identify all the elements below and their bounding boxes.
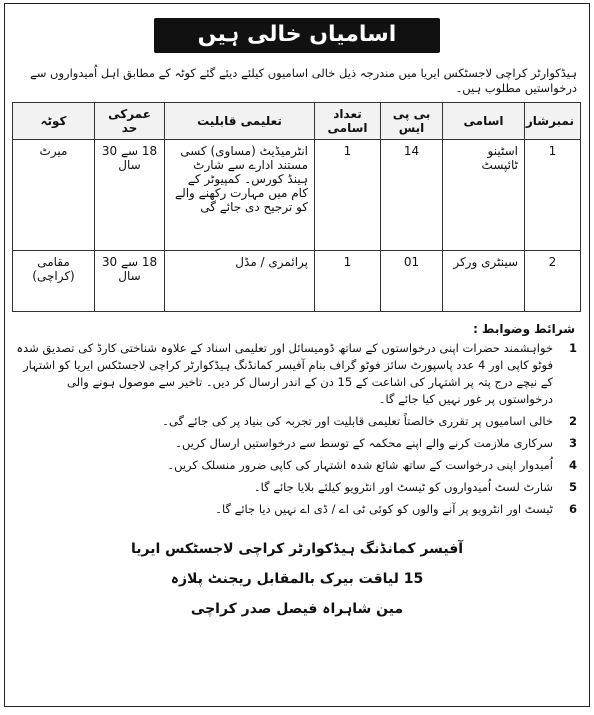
condition-item (15, 435, 581, 452)
header-post: اسامی (443, 103, 525, 140)
header-age: عمرکی حد (95, 103, 165, 140)
address-block (13, 534, 581, 624)
condition-number: 4 (568, 458, 577, 472)
cell-serial: 1 (525, 140, 581, 251)
cell-bps: 01 (381, 251, 443, 312)
advertisement (4, 3, 590, 707)
condition-text: سرکاری ملازمت کرنے والے اپنے محکمہ کے توسط سے درخواستیں ارسال کریں۔ (175, 436, 553, 450)
condition-number: 2 (568, 414, 577, 428)
cell-quota: مقامی (کراچی) (13, 251, 95, 312)
address-line-3: مین شاہراہ فیصل صدر کراچی (190, 601, 404, 617)
condition-item (15, 479, 581, 496)
condition-item (15, 457, 581, 474)
cell-count: 1 (315, 251, 381, 312)
conditions-heading: شرائط وضوابط : (473, 322, 575, 336)
table-row (13, 251, 581, 312)
cell-age: 18 سے 30 سال (95, 251, 165, 312)
header-serial: نمبرشار (525, 103, 581, 140)
cell-qualification: پرائمری / مڈل (165, 251, 315, 312)
cell-post: سینٹری ورکر (443, 251, 525, 312)
condition-item (15, 413, 581, 430)
table-header-row (13, 103, 581, 140)
cell-age: 18 سے 30 سال (95, 140, 165, 251)
condition-number: 3 (568, 436, 577, 450)
condition-text: خواہشمند حضرات اپنی درخواستوں کے ساتھ ڈومیسائل اور تعلیمی اسناد کے علاوہ شناختی کارڈ کی تصدیق شدہ فوٹو کاپی اور 4 عدد پاسپورٹ سائز فوٹو گراف بنام آفیسر کمانڈنگ ہیڈکوارٹر کراچی لاجسٹکس ایریا کو اشتہار کے نیچے درج پتہ پر اشتہار کی اشاعت کے 15 دن کے اندر ارسال کر دیں۔ تاخیر سے موصول ہونے والی درخواستوں پر غور نہیں کیا جائے گا۔ (16, 341, 553, 406)
condition-item (15, 501, 581, 518)
title-area (13, 4, 581, 56)
header-bps: بی پی ایس (381, 103, 443, 140)
header-quota: کوٹہ (13, 103, 95, 140)
table-row (13, 140, 581, 251)
address-line-1: آفیسر کمانڈنگ ہیڈکوارٹر کراچی لاجسٹکس ایریا (130, 541, 464, 557)
cell-post: اسٹینو ٹائپسٹ (443, 140, 525, 251)
condition-item (15, 340, 581, 408)
cell-count: 1 (315, 140, 381, 251)
vacancies-table (12, 102, 581, 312)
cell-quota: میرٹ (13, 140, 95, 251)
conditions-list (13, 340, 581, 518)
condition-text: خالی اسامیوں پر تقرری خالصتاً تعلیمی قابلیت اور تجربہ کی بنیاد پر کی جائے گی۔ (162, 414, 553, 428)
header-count: تعداد اسامی (315, 103, 381, 140)
condition-text: اُمیدوار اپنی درخواست کے ساتھ شائع شدہ اشتہار کی کاپی ضرور منسلک کریں۔ (167, 458, 553, 472)
address-line-2: 15 لیاقت بیرک بالمقابل ریجنٹ پلازہ (170, 571, 424, 587)
header-qualification: تعلیمی قابلیت (165, 103, 315, 140)
cell-serial: 2 (525, 251, 581, 312)
condition-number: 6 (568, 502, 577, 516)
page-title: اسامیاں خالی ہیں (154, 18, 441, 53)
condition-text: ٹیسٹ اور انٹرویو پر آنے والوں کو کوئی ٹی اے / ڈی اے نہیں دیا جائے گا۔ (215, 502, 553, 516)
cell-qualification: انٹرمیڈیٹ (مساوی) کسی مستند ادارے سے شارٹ ہینڈ کورس۔ کمپیوٹر کے کام میں مہارت رکھنے والے کو ترجیح دی جائے گی (165, 140, 315, 251)
cell-bps: 14 (381, 140, 443, 251)
condition-number: 5 (568, 480, 577, 494)
condition-number: 1 (568, 341, 577, 355)
condition-text: شارٹ لسٹ اُمیدواروں کو ٹیسٹ اور انٹرویو کیلئے بلایا جائے گا۔ (253, 480, 553, 494)
intro-text: ہیڈکوارٹر کراچی لاجسٹکس ایریا میں مندرجہ ذیل خالی اسامیوں کیلئے دیئے گئے کوٹہ کے مطابق اہل اُمیدواروں سے درخواستیں مطلوب ہیں۔ (29, 66, 577, 95)
